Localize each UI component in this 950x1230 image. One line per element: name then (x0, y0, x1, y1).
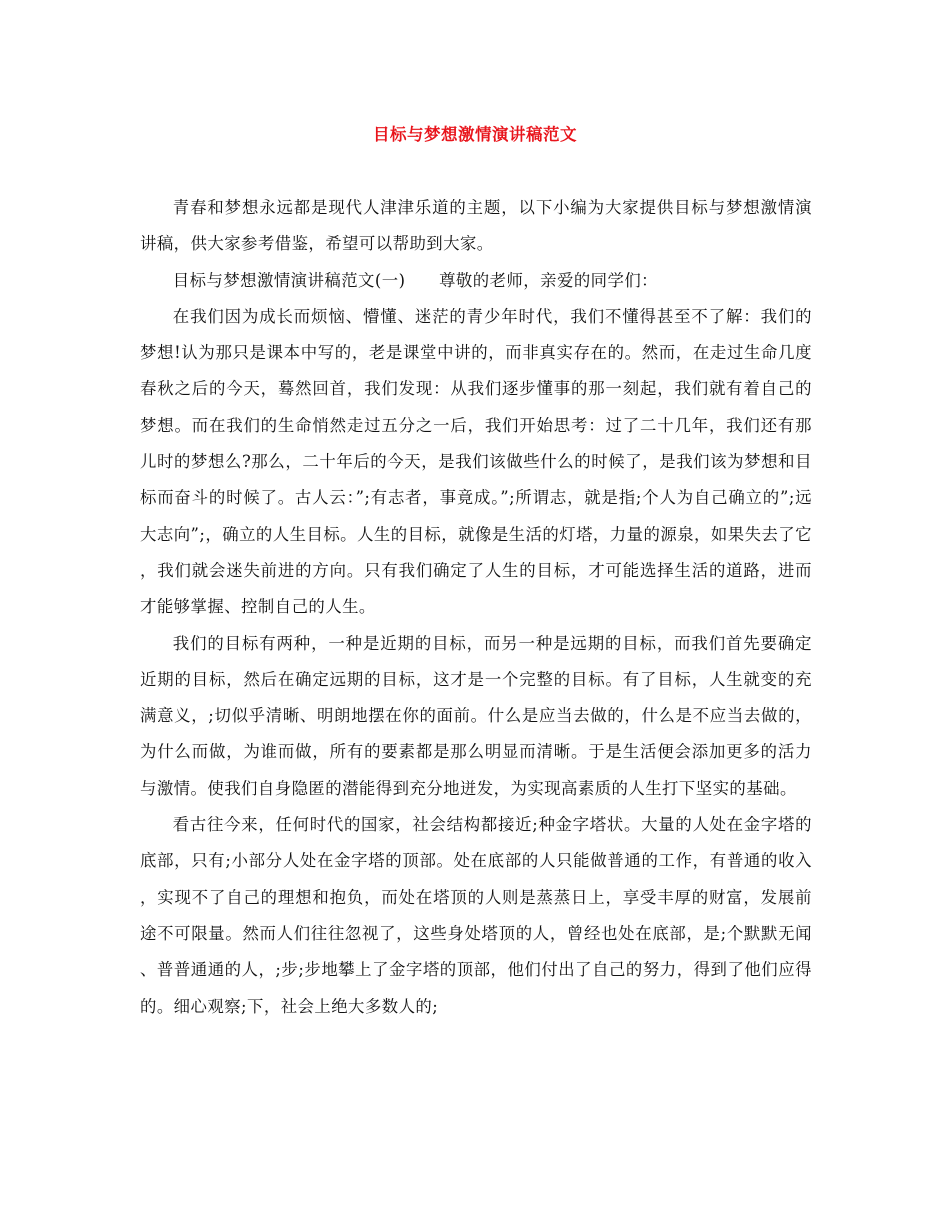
paragraph-dreams: 在我们因为成长而烦恼、懵懂、迷茫的青少年时代，我们不懂得甚至不了解：我们的梦想!认为那只是课本中写的，老是课堂中讲的，而非真实存在的。然而，在走过生命几度春秋之后的今天，蓦然回首，我们发现：从我们逐步懂事的那一刻起，我们就有着自己的梦想。而在我们的生命悄然走过五分之一后，我们开始思考：过了二十几年，我们还有那儿时的梦想么?那么，二十年后的今天，是我们该做些什么的时候了，是我们该为梦想和目标而奋斗的时候了。古人云：”;有志者，事竟成。”;所谓志，就是指;个人为自己确立的”;远大志向”;，确立的人生目标。人生的目标，就像是生活的灯塔，力量的源泉，如果失去了它，我们就会迷失前进的方向。只有我们确定了人生的目标，才可能选择生活的道路，进而才能够掌握、控制自己的人生。 (140, 306, 812, 617)
paragraph-salutation: 目标与梦想激情演讲稿范文(一) 尊敬的老师，亲爱的同学们： (172, 270, 659, 290)
document-body (140, 190, 812, 1025)
paragraph-intro: 青春和梦想永远都是现代人津津乐道的主题，以下小编为大家提供目标与梦想激情演讲稿，供大家参考借鉴，希望可以帮助到大家。 (140, 198, 812, 254)
paragraph-goals: 我们的目标有两种，一种是近期的目标，而另一种是远期的目标，而我们首先要确定近期的目标，然后在确定远期的目标，这才是一个完整的目标。有了目标，人生就变的充满意义，;切似乎清晰、明朗地摆在你的面前。什么是应当去做的，什么是不应当去做的，为什么而做，为谁而做，所有的要素都是那么明显而清晰。于是生活便会添加更多的活力与激情。使我们自身隐匿的潜能得到充分地迸发，为实现高素质的人生打下坚实的基础。 (140, 633, 812, 798)
document-title: 目标与梦想激情演讲稿范文 (373, 125, 577, 144)
paragraph-pyramid: 看古往今来，任何时代的国家，社会结构都接近;种金字塔状。大量的人处在金字塔的底部，只有;小部分人处在金字塔的顶部。处在底部的人只能做普通的工作，有普通的收入，实现不了自己的理想和抱负，而处在塔顶的人则是蒸蒸日上，享受丰厚的财富，发展前途不可限量。然而人们往往忽视了，这些身处塔顶的人，曾经也处在底部，是;个默默无闻、普普通通的人，;步;步地攀上了金字塔的顶部，他们付出了自己的努力，得到了他们应得的。细心观察;下，社会上绝大多数人的; (140, 815, 812, 1016)
